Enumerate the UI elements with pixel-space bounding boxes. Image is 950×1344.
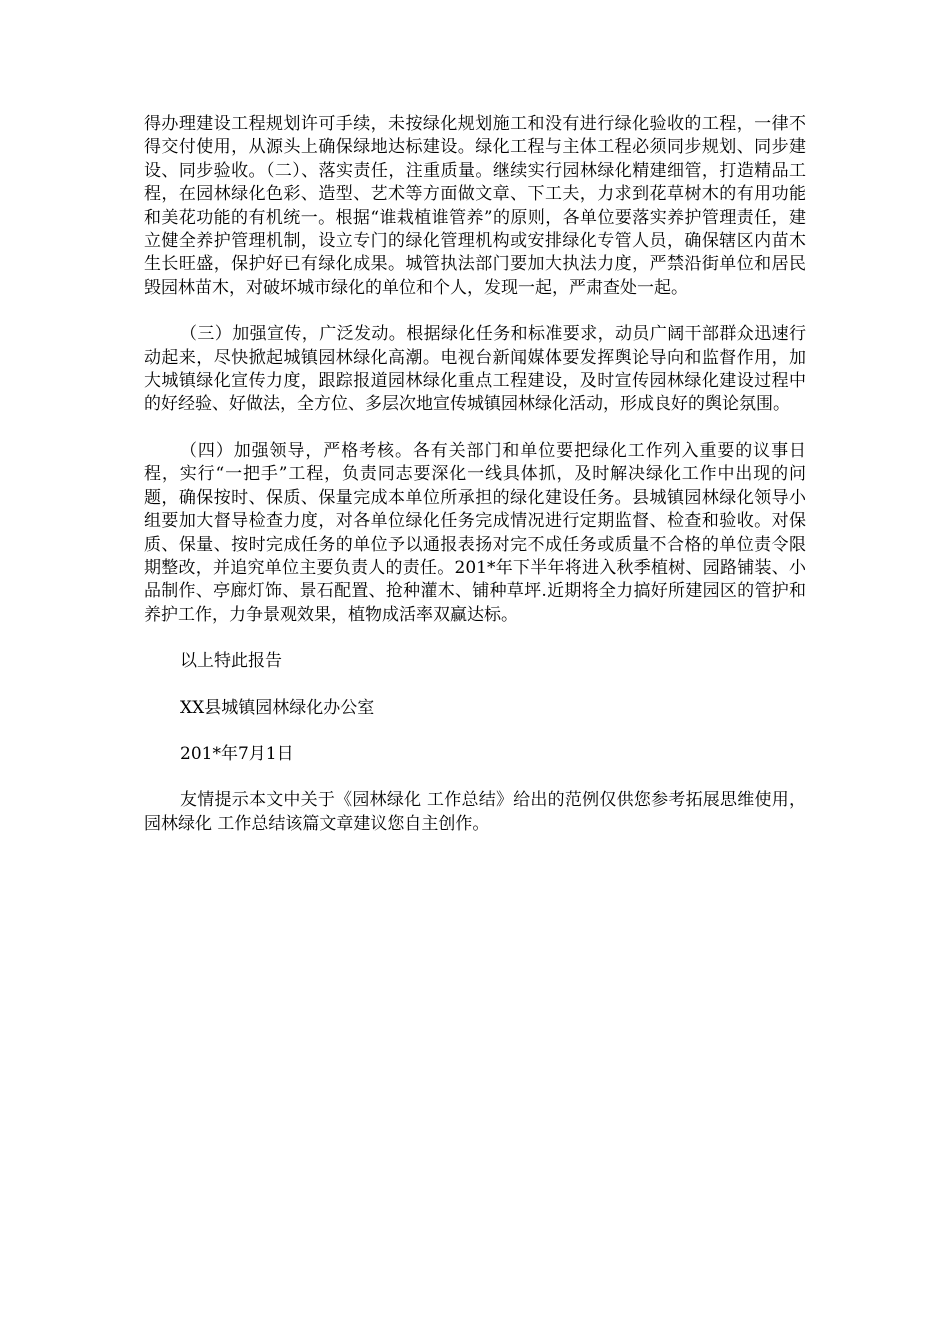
body-paragraph-leadership: （四）加强领导，严格考核。各有关部门和单位要把绿化工作列入重要的议事日程，实行“一把手”工程，负责同志要深化一线具体抓，及时解决绿化工作中出现的问题，确保按时、保质、保量完成本单位所承担的绿化建设任务。县城镇园林绿化领导小组要加大督导检查力度，对各单位绿化任务完成情况进行定期监督、检查和验收。对保质、保量、按时完成任务的单位予以通报表扬对完不成任务或质量不合格的单位责令限期整改，并追究单位主要负责人的责任。201*年下半年将进入秋季植树、园路铺装、小品制作、亭廊灯饰、景石配置、抢种灌木、铺种草坪.近期将全力搞好所建园区的管护和养护工作，力争景观效果，植物成活率双赢达标。 bbox=[144, 440, 806, 625]
body-paragraph-continuation: 得办理建设工程规划许可手续，未按绿化规划施工和没有进行绿化验收的工程，一律不得交付使用，从源头上确保绿地达标建设。绿化工程与主体工程必须同步规划、同步建设、同步验收。（二）、落实责任，注重质量。继续实行园林绿化精建细管，打造精品工程，在园林绿化色彩、造型、艺术等方面做文章、下工夫，力求到花草树木的有用功能和美花功能的有机统一。根据“谁栽植谁管养”的原则，各单位要落实养护管理责任，建立健全养护管理机制，设立专门的绿化管理机构或安排绿化专管人员，确保辖区内苗木生长旺盛，保护好已有绿化成果。城管执法部门要加大执法力度，严禁沿街单位和居民毁园林苗木，对破坏城市绿化的单位和个人，发现一起，严肃查处一起。 bbox=[144, 114, 806, 298]
reminder-note: 友情提示本文中关于《园林绿化 工作总结》给出的范例仅供您参考拓展思维使用，园林绿化 工作总结该篇文章建议您自主创作。 bbox=[144, 790, 806, 834]
issuing-office: XX县城镇园林绿化办公室 bbox=[180, 697, 375, 718]
body-paragraph-publicity: （三）加强宣传，广泛发动。根据绿化任务和标准要求，动员广阔干部群众迅速行动起来，尽快掀起城镇园林绿化高潮。电视台新闻媒体要发挥舆论导向和监督作用，加大城镇绿化宣传力度，跟踪报道园林绿化重点工程建设，及时宣传园林绿化建设过程中的好经验、好做法，全方位、多层次地宣传城镇园林绿化活动，形成良好的舆论氛围。 bbox=[144, 324, 806, 415]
document-page bbox=[144, 113, 806, 859]
closing-statement: 以上特此报告 bbox=[180, 651, 282, 672]
issue-date: 201*年7月1日 bbox=[180, 743, 294, 764]
